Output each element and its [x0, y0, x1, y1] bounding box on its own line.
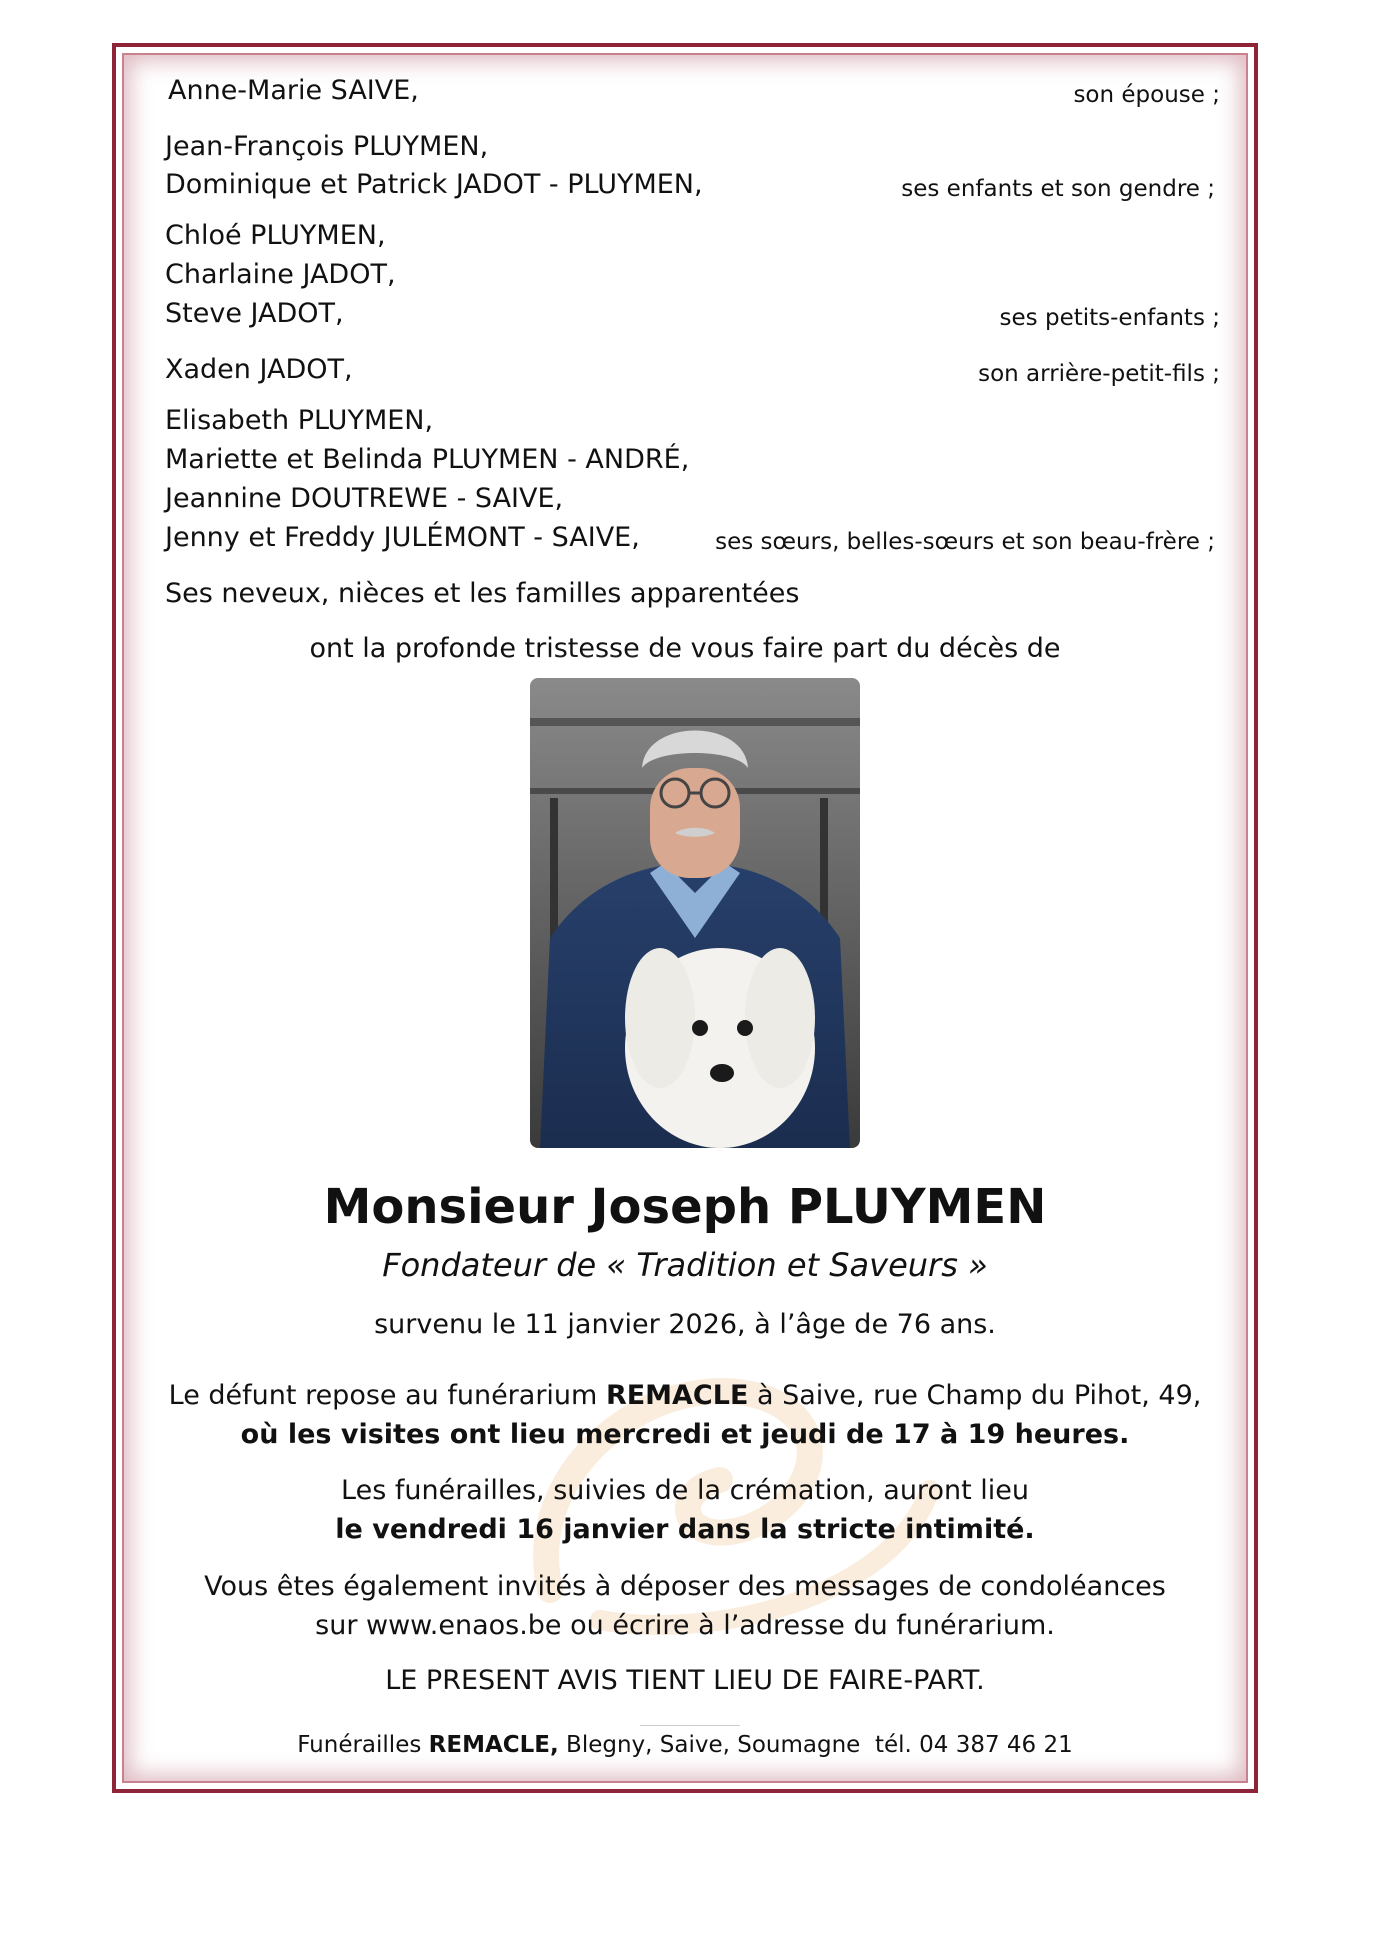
- rest-prefix: Le défunt repose au funérarium: [168, 1380, 606, 1411]
- family-name: Xaden JADOT,: [165, 354, 353, 385]
- family-relation: ses sœurs, belles-sœurs et son beau-frère ;: [715, 529, 1215, 555]
- notice-line: LE PRESENT AVIS TIENT LIEU DE FAIRE-PART.: [385, 1665, 985, 1696]
- announce-line: ont la profonde tristesse de vous faire part du décès de: [309, 633, 1061, 664]
- family-name: Charlaine JADOT,: [165, 259, 396, 290]
- family-name: Dominique et Patrick JADOT - PLUYMEN,: [165, 169, 703, 200]
- footer-contact: Blegny, Saive, Soumagne tél. 04 387 46 21: [558, 1732, 1073, 1758]
- funeral-date: le vendredi 16 janvier dans la stricte intimité.: [335, 1514, 1035, 1545]
- family-name: Anne-Marie SAIVE,: [168, 75, 419, 106]
- family-name: Mariette et Belinda PLUYMEN - ANDRÉ,: [165, 444, 690, 475]
- family-name: Jenny et Freddy JULÉMONT - SAIVE,: [165, 522, 640, 553]
- deceased-name: Monsieur Joseph PLUYMEN: [323, 1179, 1047, 1235]
- footer-prefix: Funérailles: [297, 1732, 429, 1758]
- condolences-line: Vous êtes également invités à déposer des messages de condoléances: [204, 1571, 1166, 1602]
- footer-company: REMACLE,: [428, 1732, 559, 1758]
- portrait-image: [530, 678, 860, 1148]
- nephews-line: Ses neveux, nièces et les familles apparentées: [165, 578, 800, 609]
- family-name: Steve JADOT,: [165, 298, 344, 329]
- condolences-website: sur www.enaos.be ou écrire à l’adresse du funérarium.: [315, 1610, 1055, 1641]
- deceased-portrait: [530, 678, 860, 1148]
- funeral-line: Les funérailles, suivies de la crémation, auront lieu: [341, 1475, 1029, 1506]
- deceased-subtitle: Fondateur de « Tradition et Saveurs »: [382, 1246, 988, 1284]
- footer: [112, 1729, 1258, 1761]
- family-relation: ses enfants et son gendre ;: [901, 176, 1215, 202]
- visiting-hours: où les visites ont lieu mercredi et jeudi de 17 à 19 heures.: [240, 1419, 1130, 1450]
- family-name: Jeannine DOUTREWE - SAIVE,: [165, 483, 564, 514]
- funeral-home-name: REMACLE: [605, 1380, 749, 1411]
- family-name: Jean-François PLUYMEN,: [165, 131, 489, 162]
- rest-suffix: à Saive, rue Champ du Pihot, 49,: [748, 1380, 1202, 1411]
- date-of-death: survenu le 11 janvier 2026, à l’âge de 76 ans.: [374, 1309, 996, 1340]
- family-relation: son épouse ;: [1073, 82, 1220, 108]
- family-relation: ses petits-enfants ;: [999, 305, 1220, 331]
- family-name: Elisabeth PLUYMEN,: [165, 405, 434, 436]
- footer-divider: [640, 1725, 740, 1726]
- rest-location: [112, 1377, 1258, 1415]
- family-relation: son arrière-petit-fils ;: [978, 361, 1220, 387]
- family-name: Chloé PLUYMEN,: [165, 220, 386, 251]
